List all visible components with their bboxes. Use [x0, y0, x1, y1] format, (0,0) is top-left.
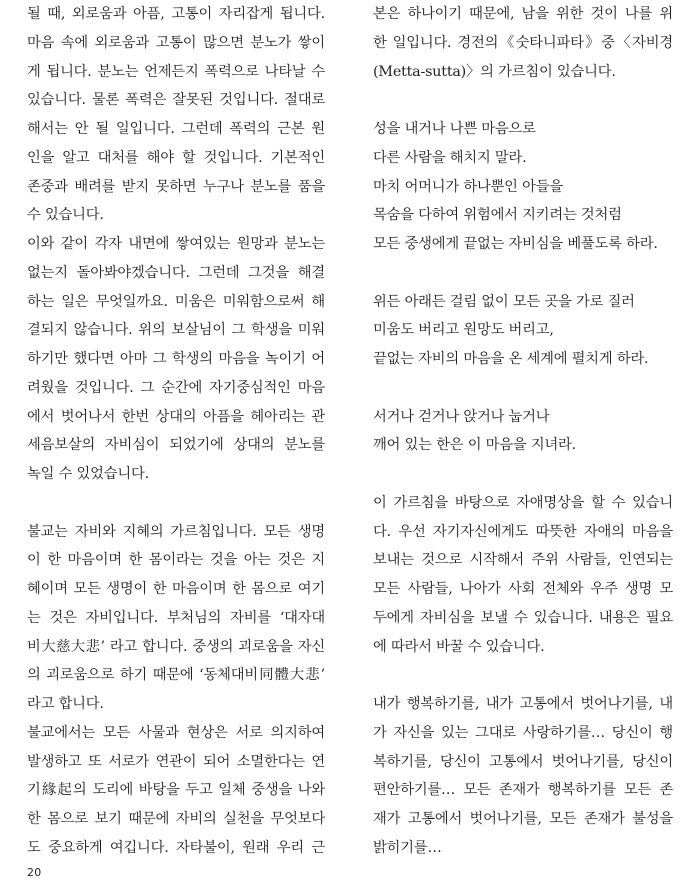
text-line: 있습니다. 물론 폭력은 잘못된 것입니다. 절대로	[27, 92, 325, 109]
text-line: 기緣起의 도리에 바탕을 두고 일체 중생을 나와	[27, 782, 325, 799]
text-line: 복하기를, 당신이 고통에서 벗어나기를, 당신이	[373, 753, 673, 770]
text-line: 해서는 안 될 일입니다. 그런데 폭력의 근본 원	[27, 121, 325, 137]
text-line: 마음 속에 외로움과 고통이 많으면 분노가 쌓이	[27, 34, 325, 51]
text-line: 에 따라서 바꿀 수 있습니다.	[373, 638, 545, 655]
text-line: 수 있습니다.	[27, 207, 104, 224]
text-line: 두에게 자비심을 보낼 수 있습니다. 내용은 필요	[373, 609, 673, 626]
text-line: 보내는 것으로 시작해서 주위 사람들, 인연되는	[373, 552, 673, 569]
text-line: 깨어 있는 한은 이 마음을 지녀라.	[373, 437, 577, 454]
text-line: 재가 고통에서 벗어나기를, 모든 존재가 불성을	[373, 811, 673, 827]
text-line: (Metta-sutta)〉의 가르침이 있습니다.	[373, 63, 616, 80]
text-line: 밝히기를…	[373, 839, 442, 856]
text-line: 될 때, 외로움과 아픔, 고통이 자리잡게 됩니다.	[27, 6, 325, 22]
text-line: 마치 어머니가 하나뿐인 아들을	[373, 178, 563, 195]
text-line: 미움도 버리고 원망도 버리고,	[373, 322, 554, 339]
text-line: 이와 같이 각자 내면에 쌓여있는 원망과 분노는	[27, 236, 325, 252]
text-line: 는 것은 자비입니다. 부처님의 자비를 ‘대자대	[27, 609, 325, 626]
text-line: 하기만 했다면 아마 그 학생의 마음을 녹이기 어	[27, 351, 325, 367]
text-line: 본은 하나이기 때문에, 남을 위한 것이 나를 위	[373, 6, 673, 22]
text-line: 편안하기를… 모든 존재가 행복하기를 모든 존	[373, 782, 673, 799]
text-line: 라고 합니다.	[27, 696, 104, 712]
text-line: 이 가르침을 바탕으로 자애명상을 할 수 있습니	[373, 494, 673, 511]
text-line: 에서 벗어나서 한번 상대의 아픔을 헤아리는 관	[27, 408, 325, 425]
text-line: 인을 알고 대처를 해야 할 것입니다. 기본적인	[27, 149, 325, 166]
text-line: 가 자신을 있는 그대로 사랑하기를… 당신이 행	[373, 724, 673, 741]
text-line: 모든 중생에게 끝없는 자비심을 베풀도록 하라.	[373, 236, 658, 252]
text-line: 한 몸으로 보기 때문에 자비의 실천을 무엇보다	[27, 811, 325, 827]
text-line: 목숨을 다하여 위험에서 지키려는 것처럼	[373, 207, 622, 224]
text-line: 불교는 자비와 지혜의 가르침입니다. 모든 생명	[27, 523, 325, 540]
text-line: 끝없는 자비의 마음을 온 세계에 펼치게 하라.	[373, 351, 649, 367]
text-line: 불교에서는 모든 사물과 현상은 서로 의지하여	[27, 724, 325, 741]
text-line: 게 됩니다. 분노는 언제든지 폭력으로 나타날 수	[27, 63, 325, 80]
text-line: 결되지 않습니다. 위의 보살님이 그 학생을 미워	[27, 322, 325, 339]
text-line: 녹일 수 있었습니다.	[27, 466, 149, 482]
text-line: 발생하고 또 서로가 연관이 되어 소멸한다는 연	[27, 753, 325, 770]
text-line: 한 일입니다. 경전의《숫타니파타》중〈자비경	[373, 34, 673, 51]
text-line: 혜이며 모든 생명이 한 마음이며 한 몸으로 여기	[27, 581, 325, 597]
text-line: 다른 사람을 해치지 말라.	[373, 149, 527, 166]
text-line: 의 괴로움으로 하기 때문에 ‘동체대비同體大悲’	[27, 667, 325, 684]
text-line: 모든 사람들, 나아가 사회 전체와 우주 생명 모	[373, 581, 673, 597]
text-line: 하는 일은 무엇일까요. 미움은 미워함으로써 해	[27, 293, 325, 310]
text-line: 존중과 배려를 받지 못하면 누구나 분노를 품을	[27, 178, 325, 195]
page-number: 20	[27, 866, 42, 879]
text-line: 세음보살의 자비심이 되었기에 상대의 분노를	[27, 437, 325, 454]
text-line: 없는지 돌아봐야겠습니다. 그런데 그것을 해결	[27, 264, 325, 281]
text-line: 내가 행복하기를, 내가 고통에서 벗어나기를, 내	[373, 696, 673, 712]
text-line: 도 중요하게 여깁니다. 자타불이, 원래 우리 근	[27, 839, 325, 856]
text-line: 비大慈大悲’ 라고 합니다. 중생의 괴로움을 자신	[27, 638, 325, 655]
text-line: 서거나 걷거나 앉거나 눕거나	[373, 408, 550, 425]
text-line: 성을 내거나 나쁜 마음으로	[373, 121, 536, 137]
text-line: 이 한 마음이며 한 몸이라는 것을 아는 것은 지	[27, 552, 325, 569]
text-line: 다. 우선 자기자신에게도 따뜻한 자애의 마음을	[373, 523, 673, 540]
text-line: 위든 아래든 걸림 없이 모든 곳을 가로 질러	[373, 293, 635, 310]
text-line: 려웠을 것입니다. 그 순간에 자기중심적인 마음	[27, 379, 325, 396]
